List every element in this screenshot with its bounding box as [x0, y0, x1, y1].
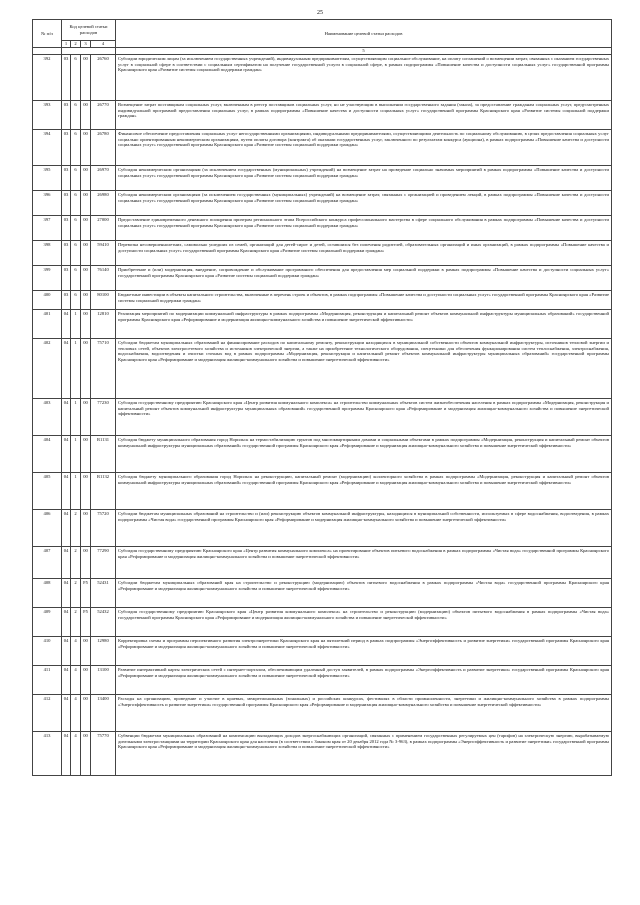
row-description: Субсидия некоммерческим организациям (за исключением государственных (муниципальных) учреждений) на возмещение затрат на проведение социально значимых мероприятий в рамках подпрограммы «Повышение качества и доступности социальных услуг» государственной программы Красноярского края «Развитие системы социальной поддержки граждан»	[116, 166, 612, 191]
row-description: Предоставление единовременного денежного поощрения призерам регионального этапа Всероссийского конкурса профессионального мастерства в сфере социального обслуживания в рамках подпрограммы «Повышение качества и доступности социальных услуг» государственной программы Красноярского края «Развитие системы социальной поддержки граждан»	[116, 216, 612, 241]
code-part-3: 00	[81, 666, 91, 695]
code-part-4: 13100	[91, 666, 116, 695]
row-number: 413	[33, 732, 62, 776]
code-part-3: 00	[81, 399, 91, 436]
table-row	[33, 399, 612, 436]
code-part-3: 00	[81, 241, 91, 266]
table-row	[33, 608, 612, 637]
row-number: 410	[33, 637, 62, 666]
code-part-2: 1	[71, 473, 81, 510]
row-description: Субсидия государственному предприятию Красноярского края «Центр развития коммунального комплекса» на проектирование объектов питьевого водоснабжения в рамках подпрограммы «Чистая вода» государственной программы Красноярского края «Реформирование и модернизация жилищно-коммунального хозяйства и повышение энергетической эффективности»	[116, 547, 612, 579]
code-part-2: 6	[71, 130, 81, 166]
row-description: Корректировка схемы и программы перспективного развития электроэнергетики Красноярского края на пятилетний период в рамках подпрограммы «Энергоэффективность и развитие энергетики» государственной программы Красноярского края «Реформирование и модернизация жилищно-коммунального хозяйства и повышение энергетической эффективности»	[116, 637, 612, 666]
row-description: Субсидия государственному предприятию Красноярского края «Центр развития коммунального комплекса» на строительство и реконструкцию (модернизацию) объектов питьевого водоснабжения в рамках подпрограммы «Чистая вода» государственной программы Красноярского края «Реформирование и модернизация жилищно-коммунального хозяйства и повышение энергетической эффективности»	[116, 608, 612, 637]
row-number: 395	[33, 166, 62, 191]
code-part-2: 6	[71, 291, 81, 310]
code-part-1: 04	[62, 547, 71, 579]
row-number: 411	[33, 666, 62, 695]
code-part-3: 00	[81, 216, 91, 241]
row-description: Приобретение и (или) модернизация, внедрение, сопровождение и обслуживание программного обеспечения для предоставления мер социальной поддержки в рамках подпрограммы «Повышение качества и доступности социальных услуг» государственной программы Красноярского края «Развитие системы социальной поддержки граждан»	[116, 266, 612, 291]
row-number: 409	[33, 608, 62, 637]
code-part-1: 03	[62, 291, 71, 310]
code-part-1: 04	[62, 339, 71, 399]
code-part-4: 13400	[91, 695, 116, 732]
code-part-1: 03	[62, 101, 71, 130]
table-row	[33, 473, 612, 510]
code-part-4: 75720	[91, 510, 116, 547]
code-part-3: 00	[81, 695, 91, 732]
code-part-4: 26760	[91, 55, 116, 101]
target-items-table	[32, 19, 612, 776]
code-part-4: 26980	[91, 191, 116, 216]
code-part-3: 00	[81, 191, 91, 216]
row-description: Субсидия бюджету муниципального образования город Норильск на термостабилизацию грунтов под многоквартирными домами и социальными объектами в рамках подпрограммы «Модернизация, реконструкция и капитальный ремонт объектов коммунальной инфраструктуры муниципальных образований» государственной программы Красноярского края «Реформирование и модернизация жилищно-коммунального хозяйства и повышение энергетической эффективности»	[116, 436, 612, 473]
table-row	[33, 339, 612, 399]
table-row	[33, 166, 612, 191]
code-part-3: 00	[81, 291, 91, 310]
code-part-2: 6	[71, 101, 81, 130]
code-part-4: 75710	[91, 339, 116, 399]
row-number: 408	[33, 579, 62, 608]
code-part-4: 52432	[91, 608, 116, 637]
code-part-1: 03	[62, 266, 71, 291]
code-part-4: 26780	[91, 130, 116, 166]
header-sub-2: 2	[71, 41, 81, 48]
row-number: 394	[33, 130, 62, 166]
code-part-1: 03	[62, 241, 71, 266]
code-part-1: 03	[62, 191, 71, 216]
code-part-2: 6	[71, 191, 81, 216]
row-description: Субсидии юридическим лицам (за исключением государственных учреждений), индивидуальным предпринимателям, осуществляющим социальное обслуживание, на оплату соглашений о возмещении затрат, связанных с оказанием государственных услуг в социальной сфере в соответствии с социальным сертификатом на получение государственной услуги в социальной сфере, в рамках подпрограммы «Повышение качества и доступности социальных услуг» государственной программы Красноярского края «Развитие системы социальной поддержки граждан»	[116, 55, 612, 101]
code-part-1: 04	[62, 695, 71, 732]
code-part-1: 04	[62, 310, 71, 339]
code-part-2: 1	[71, 310, 81, 339]
row-number: 400	[33, 291, 62, 310]
code-part-4: 75770	[91, 732, 116, 776]
code-part-2: 1	[71, 436, 81, 473]
table-row	[33, 547, 612, 579]
row-description: Расходы на организацию, проведение и участие в краевых, межрегиональных (зональных) и российских конкурсах, фестивалях в области промышленности, энергетики и жилищно-коммунального хозяйства в рамках подпрограммы «Энергоэффективность и развитие энергетики» государственной программы Красноярского края «Реформирование и модернизация жилищно-коммунального хозяйства и повышение энергетической эффективности»	[116, 695, 612, 732]
table-row	[33, 436, 612, 473]
code-part-4: 12980	[91, 637, 116, 666]
code-part-1: 04	[62, 473, 71, 510]
row-description: Субсидия некоммерческим организациям (за исключением государственных (муниципальных) учреждений) на возмещение затрат, связанных с организацией и проведением лекций, в рамках подпрограммы «Повышение качества и доступности социальных услуг» государственной программы Красноярского края «Развитие системы социальной поддержки граждан»	[116, 191, 612, 216]
row-description: Возмещение затрат поставщикам социальных услуг, включенным в реестр поставщиков социальных услуг, но не участвующим в выполнении государственного задания (заказа), за предоставление гражданам социальных услуг, предусмотренных индивидуальной программой предоставления социальных услуг, в рамках подпрограммы «Повышение качества и доступности социальных услуг» государственной программы Красноярского края «Развитие системы социальной поддержки граждан»	[116, 101, 612, 130]
row-description: Реализация мероприятий по модернизации коммунальной инфраструктуры в рамках подпрограммы «Модернизация, реконструкция и капитальный ремонт объектов коммунальной инфраструктуры муниципальных образований» государственной программы Красноярского края «Реформирование и модернизация жилищно-коммунального хозяйства и повышение энергетической эффективности»	[116, 310, 612, 339]
code-part-3: F5	[81, 579, 91, 608]
code-part-2: 6	[71, 241, 81, 266]
header-name: Наименование целевой статьи расходов	[116, 20, 612, 48]
code-part-2: 6	[71, 55, 81, 101]
code-part-1: 04	[62, 399, 71, 436]
code-part-4: 80100	[91, 291, 116, 310]
header-index-name: 5	[116, 48, 612, 55]
row-number: 397	[33, 216, 62, 241]
code-part-4: 77290	[91, 547, 116, 579]
table-row	[33, 291, 612, 310]
header-code-group: Код целевой статьи расходов	[62, 20, 116, 41]
code-part-4: 12810	[91, 310, 116, 339]
code-part-4: R1132	[91, 473, 116, 510]
row-description: Развитие интерактивной карты электрических сетей с интернет-порталом, обеспечивающим удаленный доступ заявителей, в рамках подпрограммы «Энергоэффективность и развитие энергетики» государственной программы Красноярского края «Реформирование и модернизация жилищно-коммунального хозяйства и повышение энергетической эффективности»	[116, 666, 612, 695]
row-number: 396	[33, 191, 62, 216]
code-part-2: 2	[71, 547, 81, 579]
code-part-3: 00	[81, 55, 91, 101]
code-part-4: 59410	[91, 241, 116, 266]
code-part-1: 04	[62, 637, 71, 666]
code-part-3: F5	[81, 608, 91, 637]
code-part-4: 27000	[91, 216, 116, 241]
header-index-code	[62, 48, 116, 55]
code-part-3: 00	[81, 166, 91, 191]
code-part-4: 26770	[91, 101, 116, 130]
header-index-num	[33, 48, 62, 55]
row-number: 406	[33, 510, 62, 547]
header-num: № п/п	[33, 20, 62, 48]
code-part-4: 52431	[91, 579, 116, 608]
row-number: 407	[33, 547, 62, 579]
code-part-1: 03	[62, 216, 71, 241]
code-part-3: 00	[81, 637, 91, 666]
code-part-4: R1131	[91, 436, 116, 473]
code-part-2: 2	[71, 579, 81, 608]
table-body	[33, 55, 612, 776]
code-part-3: 00	[81, 436, 91, 473]
row-description: Субсидия бюджету муниципального образования город Норильск на реконструкцию, капитальный ремонт (модернизацию) коллекторного хозяйства в рамках подпрограммы «Модернизация, реконструкция и капитальный ремонт объектов коммунальной инфраструктуры муниципальных образований» государственной программы Красноярского края «Реформирование и модернизация жилищно-коммунального хозяйства и повышение энергетической эффективности»	[116, 473, 612, 510]
row-number: 393	[33, 101, 62, 130]
row-number: 398	[33, 241, 62, 266]
table-row	[33, 637, 612, 666]
header-sub-4: 4	[91, 41, 116, 48]
code-part-2: 4	[71, 637, 81, 666]
code-part-2: 2	[71, 608, 81, 637]
table-row	[33, 241, 612, 266]
table-row	[33, 695, 612, 732]
code-part-3: 00	[81, 547, 91, 579]
row-number: 404	[33, 436, 62, 473]
code-part-3: 00	[81, 473, 91, 510]
row-number: 392	[33, 55, 62, 101]
code-part-2: 6	[71, 266, 81, 291]
table-row	[33, 310, 612, 339]
code-part-4: 77230	[91, 399, 116, 436]
code-part-1: 04	[62, 579, 71, 608]
row-description: Бюджетные инвестиции в объекты капитального строительства, включенные в перечень строек и объектов, в рамках подпрограммы «Повышение качества и доступности социальных услуг» государственной программы Красноярского края «Развитие системы социальной поддержки граждан»	[116, 291, 612, 310]
code-part-2: 6	[71, 216, 81, 241]
code-part-1: 04	[62, 436, 71, 473]
table-row	[33, 191, 612, 216]
code-part-3: 00	[81, 310, 91, 339]
table-row	[33, 130, 612, 166]
row-description: Субвенции бюджетам муниципальных образований на компенсацию выпадающих доходов энергоснабжающих организаций, связанных с применением государственных регулируемых цен (тарифов) на электрическую энергию, вырабатываемую дизельными электростанциями на территории Красноярского края для населения (в соответствии с Законом края от 20 декабря 2012 года № 3-963), в рамках подпрограммы «Энергоэффективность и развитие энергетики» государственной программы Красноярского края «Реформирование и модернизация жилищно-коммунального хозяйства и повышение энергетической эффективности»	[116, 732, 612, 776]
code-part-1: 04	[62, 608, 71, 637]
table-row	[33, 101, 612, 130]
code-part-3: 00	[81, 339, 91, 399]
row-number: 403	[33, 399, 62, 436]
row-number: 412	[33, 695, 62, 732]
code-part-1: 04	[62, 510, 71, 547]
row-description: Перевозка несовершеннолетних, самовольно ушедших из семей, организаций для детей-сирот и детей, оставшихся без попечения родителей, образовательных организаций и иных организаций, в рамках подпрограммы «Повышение качества и доступности социальных услуг» государственной программы Красноярского края «Развитие системы социальной поддержки граждан»	[116, 241, 612, 266]
code-part-4: 26970	[91, 166, 116, 191]
row-description: Финансовое обеспечение предоставления социальных услуг негосударственными организациями, индивидуальными предпринимателями, осуществляющими деятельность по социальному обслуживанию, в целях предоставления социальных услуг социально ориентированным некоммерческим организациям, путем оплаты договора (контракта) об оказании государственных услуг, заключенного по результатам конкурса (аукциона), в рамках подпрограммы «Повышение качества и доступности социальных услуг» государственной программы Красноярского края «Развитие системы социальной поддержки граждан»	[116, 130, 612, 166]
code-part-3: 00	[81, 510, 91, 547]
row-description: Субсидии бюджетам муниципальных образований на строительство и (или) реконструкцию объектов коммунальной инфраструктуры, находящихся в муниципальной собственности, используемых в сфере водоснабжения, водоотведения, в рамках подпрограммы «Чистая вода» государственной программы Красноярского края «Реформирование и модернизация жилищно-коммунального хозяйства и повышение энергетической эффективности»	[116, 510, 612, 547]
table-row	[33, 266, 612, 291]
code-part-1: 03	[62, 55, 71, 101]
row-number: 405	[33, 473, 62, 510]
code-part-3: 00	[81, 732, 91, 776]
code-part-1: 03	[62, 130, 71, 166]
table-row	[33, 510, 612, 547]
table-row	[33, 732, 612, 776]
row-description: Субсидии бюджетам муниципальных образований края на строительство и реконструкцию (модернизацию) объектов питьевого водоснабжения в рамках подпрограммы «Чистая вода» государственной программы Красноярского края «Реформирование и модернизация жилищно-коммунального хозяйства и повышение энергетической эффективности»	[116, 579, 612, 608]
code-part-2: 4	[71, 732, 81, 776]
table-row	[33, 55, 612, 101]
code-part-2: 1	[71, 339, 81, 399]
row-number: 401	[33, 310, 62, 339]
row-number: 402	[33, 339, 62, 399]
row-description: Субсидия государственному предприятию Красноярского края «Центр развития коммунального комплекса» на строительство коммунальных объектов систем жизнеобеспечения населения в рамках подпрограммы «Модернизация, реконструкция и капитальный ремонт объектов коммунальной инфраструктуры муниципальных образований» государственной программы Красноярского края «Реформирование и модернизация жилищно-коммунального хозяйства и повышение энергетической эффективности»	[116, 399, 612, 436]
code-part-3: 00	[81, 130, 91, 166]
code-part-2: 4	[71, 695, 81, 732]
table-row	[33, 666, 612, 695]
table-row	[33, 216, 612, 241]
code-part-1: 03	[62, 166, 71, 191]
code-part-3: 00	[81, 101, 91, 130]
code-part-2: 2	[71, 510, 81, 547]
code-part-2: 1	[71, 399, 81, 436]
header-sub-3: 3	[81, 41, 91, 48]
code-part-2: 4	[71, 666, 81, 695]
header-sub-1: 1	[62, 41, 71, 48]
code-part-4: 76140	[91, 266, 116, 291]
code-part-3: 00	[81, 266, 91, 291]
code-part-1: 04	[62, 732, 71, 776]
page-number: 25	[317, 10, 323, 16]
row-description: Субсидии бюджетам муниципальных образований на финансирование расходов по капитальному ремонту, реконструкции находящихся в муниципальной собственности объектов коммунальной инфраструктуры, источников тепловой энергии и тепловых сетей, объектов электросетевого хозяйства и источников электрической энергии, а также на приобретение технологического оборудования, спецтехники для обеспечения функционирования систем теплоснабжения, электроснабжения, водоснабжения, водоотведения и очистки сточных вод в рамках подпрограммы «Модернизация, реконструкция и капитальный ремонт объектов коммунальной инфраструктуры муниципальных образований» государственной программы Красноярского края «Реформирование и модернизация жилищно-коммунального хозяйства и повышение энергетической эффективности»	[116, 339, 612, 399]
code-part-2: 6	[71, 166, 81, 191]
row-number: 399	[33, 266, 62, 291]
code-part-1: 04	[62, 666, 71, 695]
table-row	[33, 579, 612, 608]
